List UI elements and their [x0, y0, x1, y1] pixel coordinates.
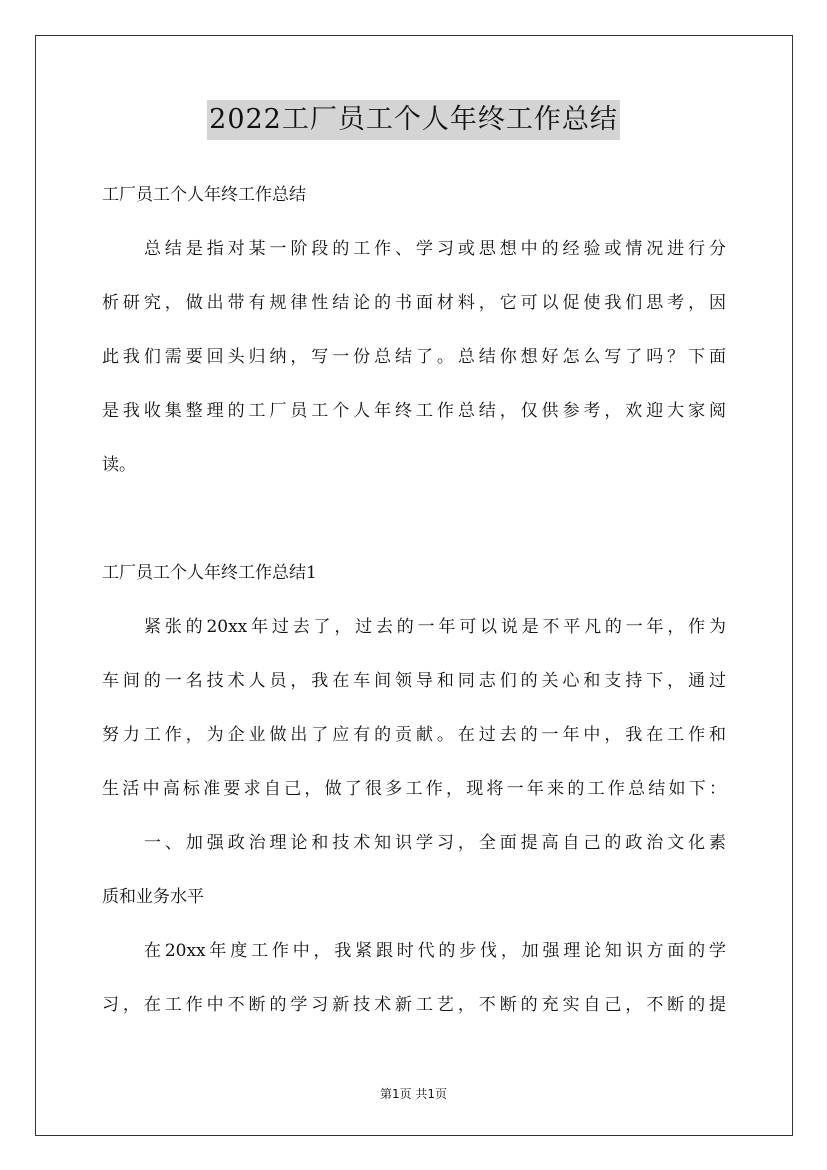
title-container: [0, 100, 827, 140]
page-footer: 第1页 共1页: [379, 1087, 448, 1101]
document-body: [102, 168, 726, 1032]
paragraph-line: 生活中高标准要求自己，做了很多工作，现将一年来的工作总结如下：: [102, 779, 726, 799]
section-heading: 工厂员工个人年终工作总结: [102, 185, 306, 205]
paragraph-line: 在20xx年度工作中，我紧跟时代的步伐，加强理论知识方面的学: [144, 941, 726, 961]
paragraph-line: 习，在工作中不断的学习新技术新工艺，不断的充实自己，不断的提: [102, 995, 726, 1015]
paragraph-line: 努力工作，为企业做出了应有的贡献。在过去的一年中，我在工作和: [102, 725, 726, 745]
paragraph-line: 质和业务水平: [102, 887, 204, 907]
paragraph-line: 是我收集整理的工厂员工个人年终工作总结，仅供参考，欢迎大家阅: [102, 401, 726, 421]
paragraph-line: 总结是指对某一阶段的工作、学习或思想中的经验或情况进行分: [144, 239, 726, 259]
paragraph-line: 此我们需要回头归纳，写一份总结了。总结你想好怎么写了吗？下面: [102, 347, 726, 367]
paragraph-line: 车间的一名技术人员，我在车间领导和同志们的关心和支持下，通过: [102, 671, 726, 691]
paragraph-line: 读。: [102, 455, 136, 475]
paragraph-line: 一、加强政治理论和技术知识学习，全面提高自己的政治文化素: [144, 833, 726, 853]
paragraph-line: 析研究，做出带有规律性结论的书面材料，它可以促使我们思考，因: [102, 293, 726, 313]
paragraph-line: 紧张的20xx年过去了，过去的一年可以说是不平凡的一年，作为: [144, 617, 726, 637]
section-heading: 工厂员工个人年终工作总结1: [102, 563, 317, 583]
blank-line: [102, 492, 726, 546]
document-title: 2022工厂员工个人年终工作总结: [207, 100, 620, 140]
